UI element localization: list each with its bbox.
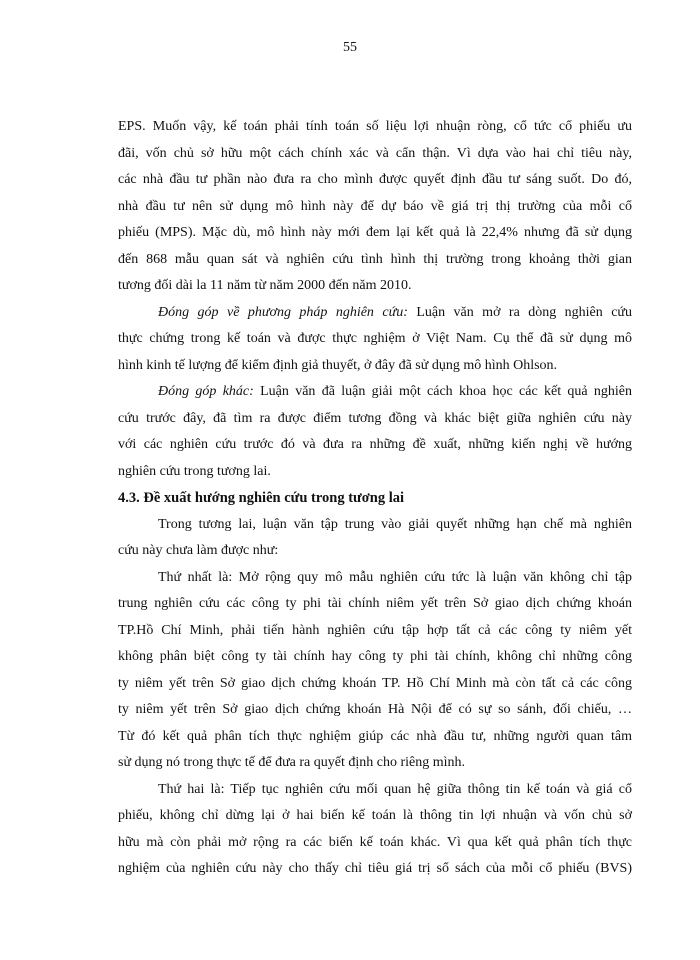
text-line <box>118 300 632 327</box>
text-line: phiếu (MPS). Mặc dù, mô hình này mới đem lại kết quả là 22,4% nhưng đã sử dụng <box>118 225 632 240</box>
text-line: hình kinh tế lượng để kiểm định giả thuyết, ở đây đã sử dụng mô hình Ohlson. <box>118 357 558 373</box>
text-line: hữu mà còn phải mở rộng ra các biến kế toán khác. Vì qua kết quả phân tích thực <box>118 834 632 850</box>
text-line: Trong tương lai, luận văn tập trung vào giải quyết những hạn chế mà nghiên <box>158 516 632 532</box>
paragraph-first-direction <box>118 565 632 777</box>
text-line: sử dụng nó trong thực tế để đưa ra quyết định cho riêng mình. <box>118 755 466 770</box>
text-line: TP.Hồ Chí Minh, phải tiến hành nghiên cứu tập hợp tất cả các công ty niêm yết <box>118 622 632 638</box>
text-line: phiếu, không chỉ dừng lại ở hai biến kế toán là thông tin lợi nhuận và vốn chủ sở <box>118 808 632 823</box>
text-line: cứu trước đây, đã tìm ra được điểm tương đồng và khác biệt giữa nghiên cứu này <box>118 410 632 426</box>
text-line: nghiên cứu trong tương lai. <box>118 463 271 479</box>
text-line: ty niêm yết trên Sở giao dịch chứng khoán TP. Hồ Chí Minh mà còn tất cả các công <box>118 675 632 691</box>
text-line: trung nghiên cứu các công ty phi tài chính niêm yết trên Sở giao dịch chứng khoán <box>118 596 632 611</box>
text-line: đến 868 mẫu quan sát và nghiên cứu tình hình thị trường trong khoảng thời gian <box>118 251 632 267</box>
text-line: với các nghiên cứu trước đó và đưa ra những đề xuất, những kiến nghị về hướng <box>118 437 632 452</box>
section-heading: 4.3. Đề xuất hướng nghiên cứu trong tương lai <box>118 490 405 506</box>
text-line: Từ đó kết quả phân tích thực nghiệm giúp các nhà đầu tư, những người quan tâm <box>118 728 632 744</box>
italic-label: Đóng góp khác: <box>158 384 254 399</box>
text-line <box>118 379 632 406</box>
paragraph-future-intro <box>118 512 632 565</box>
text-line: không phân biệt công ty tài chính hay công ty phi tài chính, không chỉ những công <box>118 649 632 664</box>
text-line: Thứ hai là: Tiếp tục nghiên cứu mối quan hệ giữa thông tin kế toán và giá cổ <box>158 781 632 797</box>
text-line: ty niêm yết trên Sở giao dịch chứng khoán Hà Nội để có sự so sánh, đối chiếu, … <box>118 702 632 717</box>
text-run: Luận văn đã luận giải một cách khoa học các kết quả nghiên <box>253 384 633 399</box>
text-line: thực chứng trong kế toán và được thực nghiệm ở Việt Nam. Cụ thể đã sử dụng mô <box>118 331 632 346</box>
paragraph-second-direction <box>118 777 632 883</box>
italic-label: Đóng góp về phương pháp nghiên cứu: <box>158 304 408 320</box>
text-line: EPS. Muốn vậy, kế toán phải tính toán số liệu lợi nhuận ròng, cổ tức cổ phiếu ưu <box>118 119 632 134</box>
paragraph-method-contribution <box>118 300 632 380</box>
text-run: Luận văn mở ra dòng nghiên cứu <box>407 304 632 320</box>
text-line: nghiệm của nghiên cứu này cho thấy chỉ tiêu giá trị sổ sách của mỗi cổ phiếu (BVS) <box>118 861 632 876</box>
page-number: 55 <box>343 40 357 55</box>
text-line: cứu này chưa làm được như: <box>118 543 279 558</box>
text-line: đãi, vốn chủ sở hữu một cách chính xác và cẩn thận. Vì dựa vào hai chỉ tiêu này, <box>118 145 632 161</box>
paragraph-other-contribution <box>118 379 632 485</box>
text-line: các nhà đầu tư phần nào đưa ra cho mình được quyết định đầu tư sáng suốt. Do đó, <box>118 172 632 187</box>
text-line: Thứ nhất là: Mở rộng quy mô mẫu nghiên cứu tức là luận văn không chỉ tập <box>158 569 632 585</box>
document-body <box>118 114 632 883</box>
text-line: tương đối dài la 11 năm từ năm 2000 đến năm 2010. <box>118 278 412 293</box>
paragraph-eps-summary <box>118 114 632 300</box>
text-line: nhà đầu tư nên sử dụng mô hình này để dự báo về giá trị thị trường của mỗi cổ <box>118 198 632 214</box>
